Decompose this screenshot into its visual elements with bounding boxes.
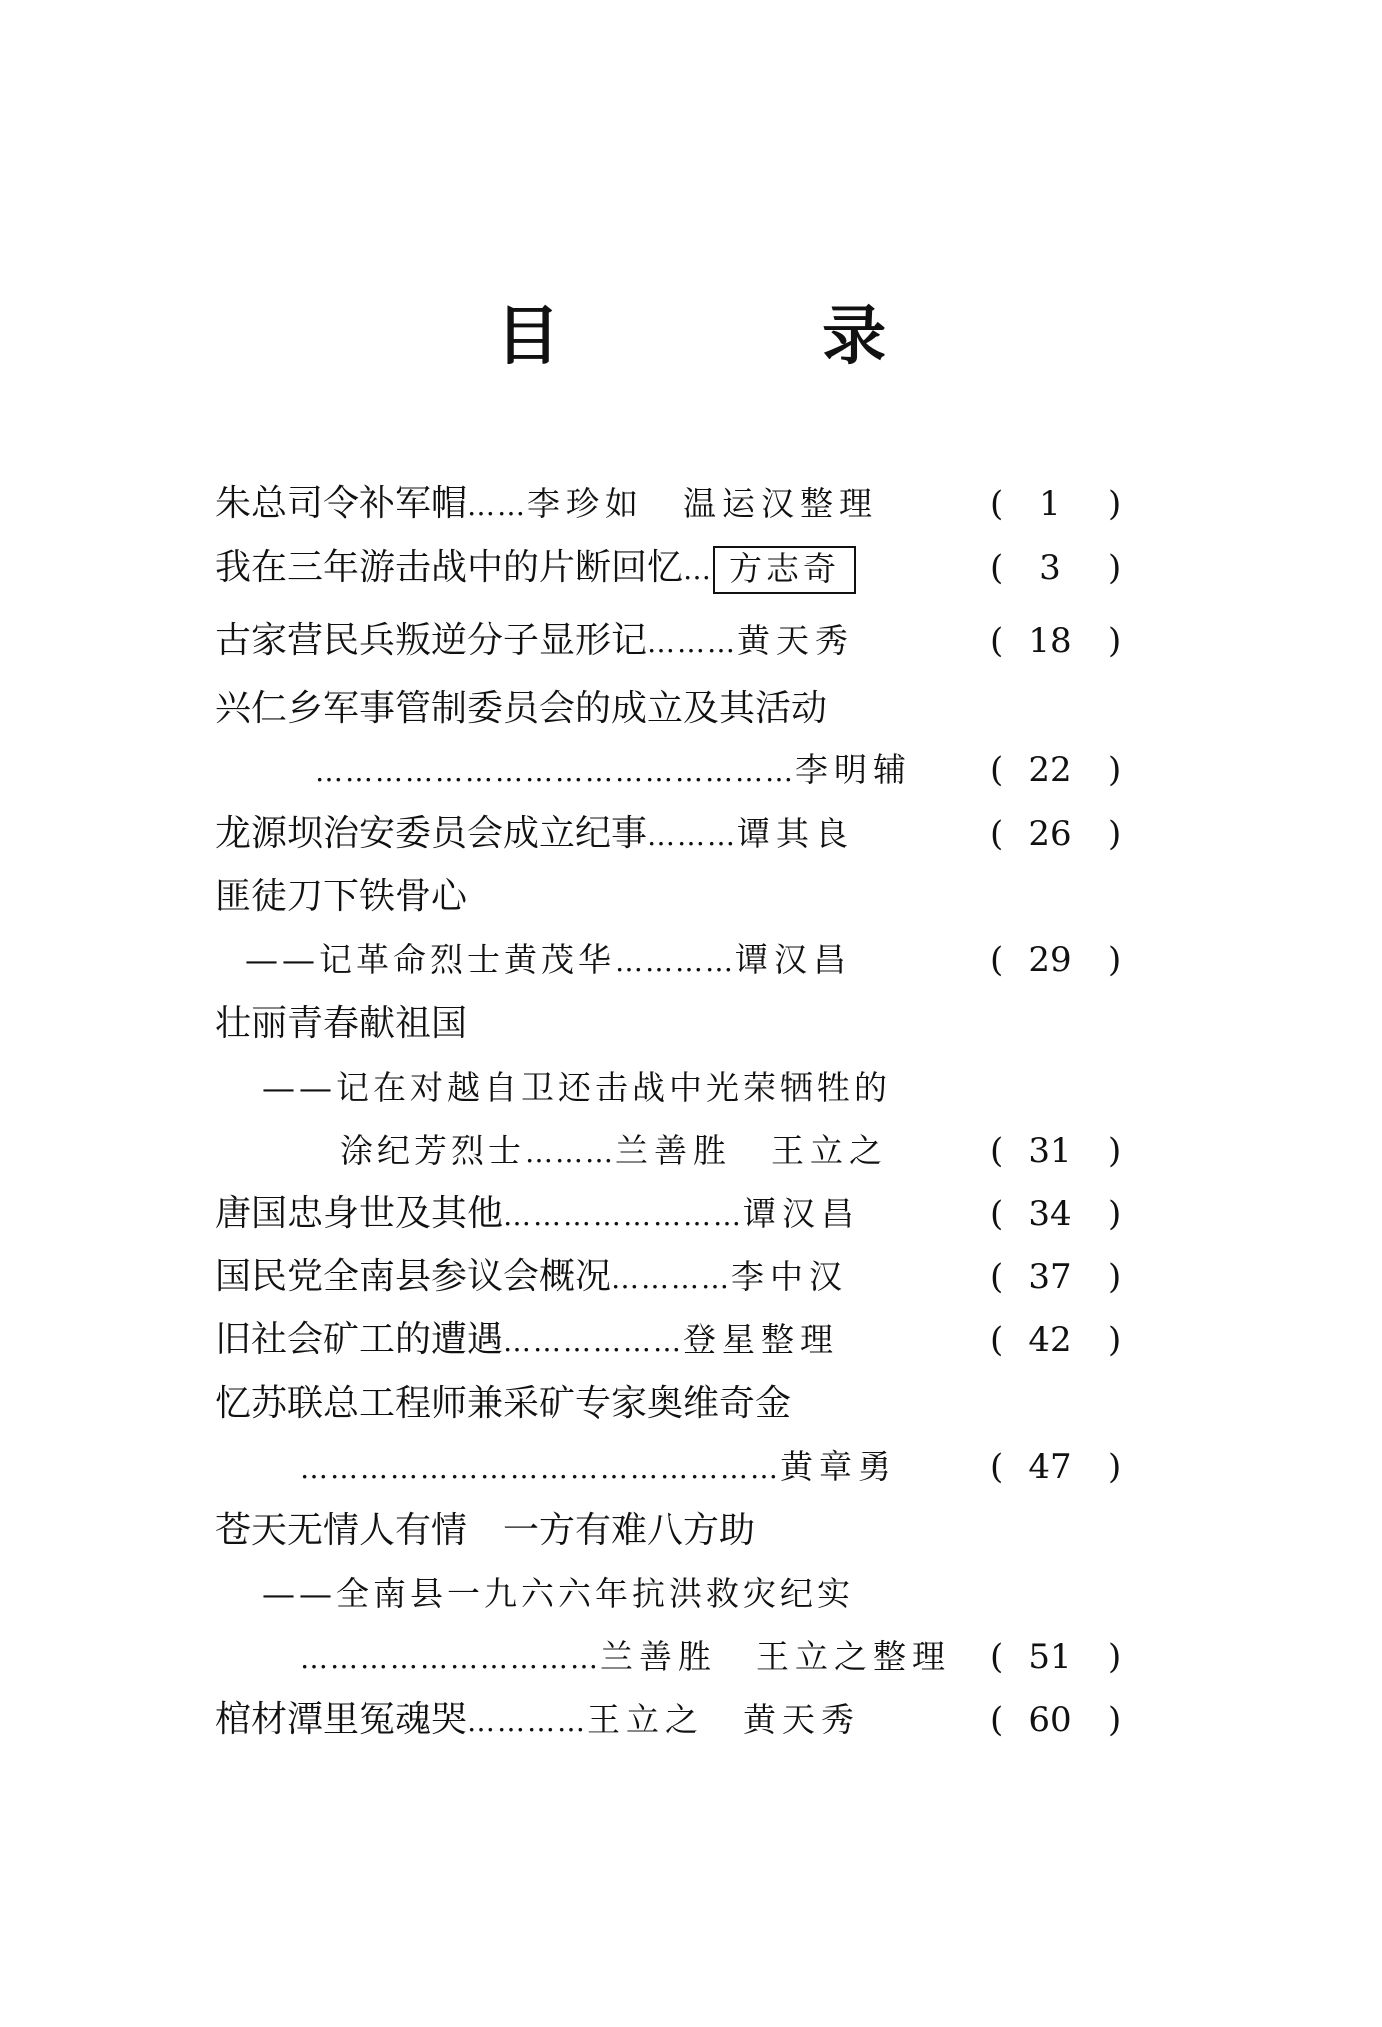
toc-entry-title: 壮丽青春献祖国 [215,1003,468,1044]
toc-leader-dots: … [683,553,714,586]
toc-entry-author: 黄章勇 [780,1447,897,1486]
toc-entry-line [215,544,856,592]
toc-entry-line [215,873,467,921]
toc-leader-dots: …………………… [503,1199,744,1232]
toc-page-number: ( 31 ) [990,1131,1122,1171]
toc-entry-line [262,1064,891,1112]
toc-entry-line [300,1633,951,1681]
toc-entry-line [315,746,912,794]
toc-entry-title: 苍天无情人有情 一方有难八方助 [215,1510,756,1551]
toc-entry-title: 朱总司令补军帽 [215,483,468,524]
toc-page-number: ( 42 ) [990,1320,1122,1360]
toc-entry-title: 棺材潭里冤魂哭 [215,1699,468,1740]
toc-leader-dots: ………… [611,1262,732,1295]
toc-leader-dots: ……… [647,626,738,659]
toc-leader-dots: ………………………………………… [315,755,795,788]
toc-leader-dots: ………………………………………… [300,1452,780,1485]
toc-entry-subtitle: ——记革命烈士黄茂华 [245,940,615,979]
toc-leader-dots: ……… [647,819,738,852]
toc-entry-line [245,936,852,984]
page-title: 目 录 [495,300,1007,374]
toc-page-number: ( 29 ) [990,940,1122,980]
toc-page-number: ( 22 ) [990,750,1122,790]
toc-entry-line [262,1570,854,1618]
toc-entry-line [215,1507,755,1555]
toc-entry-line [215,1380,791,1428]
toc-page-number: ( 37 ) [990,1257,1122,1297]
toc-entry-author: 李明辅 [795,750,912,789]
toc-page-number: ( 3 ) [990,548,1122,588]
toc-leader-dots: …… [467,489,528,522]
toc-entry-line [215,1000,467,1048]
toc-entry-author: 李中汉 [731,1257,849,1296]
toc-entry-line [215,685,827,733]
toc-page-number: ( 1 ) [990,484,1122,524]
toc-entry-line [215,1190,860,1238]
toc-entry-title: 旧社会矿工的遭遇 [215,1319,504,1360]
toc-page-number: ( 60 ) [990,1700,1122,1740]
toc-entry-title: 我在三年游击战中的片断回忆 [215,547,684,588]
toc-entry-author: 兰善胜 王立之 [615,1131,888,1170]
toc-leader-dots: ……………… [503,1325,684,1358]
toc-entry-line [215,1316,839,1364]
toc-entry-title: 兴仁乡军事管制委员会的成立及其活动 [215,688,828,729]
toc-entry-title: 龙源坝治安委员会成立纪事 [215,813,648,854]
toc-leader-dots: ………… [615,945,735,978]
toc-entry-title: 唐国忠身世及其他 [215,1193,504,1234]
toc-entry-line [300,1443,897,1491]
toc-page-number: ( 18 ) [990,621,1122,661]
toc-entry-author-boxed: 方志奇 [713,546,856,594]
toc-leader-dots: ………………………… [300,1642,600,1675]
toc-entry-author: 黄天秀 [737,621,855,660]
toc-entry-line [215,480,878,528]
toc-page-number: ( 47 ) [990,1447,1122,1487]
toc-entry-title: 忆苏联总工程师兼采矿专家奥维奇金 [215,1383,792,1424]
toc-entry-line [340,1127,888,1175]
toc-entry-author: 李珍如 温运汉整理 [527,484,879,523]
toc-entry-line [215,617,854,665]
toc-entry-author: 谭汉昌 [743,1194,861,1233]
toc-entry-author: 兰善胜 王立之整理 [600,1637,951,1676]
toc-entry-line [215,810,854,858]
toc-entry-subtitle: ——记在对越自卫还击战中光荣牺牲的 [262,1068,891,1107]
toc-entry-title: 古家营民兵叛逆分子显形记 [215,620,648,661]
toc-entry-author: 登星整理 [683,1320,840,1359]
toc-page-number: ( 34 ) [990,1194,1122,1234]
toc-entry-author: 谭汉昌 [735,940,852,979]
toc-entry-line [215,1696,860,1744]
toc-leader-dots: ……… [525,1136,615,1169]
toc-entry-title: 国民党全南县参议会概况 [215,1256,612,1297]
toc-entry-author: 谭其良 [737,814,855,853]
toc-entry-subtitle-continued: 涂纪芳烈士 [340,1131,525,1170]
toc-entry-title: 匪徒刀下铁骨心 [215,876,468,917]
toc-entry-line [215,1253,848,1301]
toc-entry-subtitle: ——全南县一九六六年抗洪救灾纪实 [262,1574,854,1613]
toc-entry-author: 王立之 黄天秀 [587,1700,861,1739]
toc-leader-dots: ………… [467,1705,588,1738]
toc-page-number: ( 26 ) [990,814,1122,854]
toc-page-number: ( 51 ) [990,1637,1122,1677]
